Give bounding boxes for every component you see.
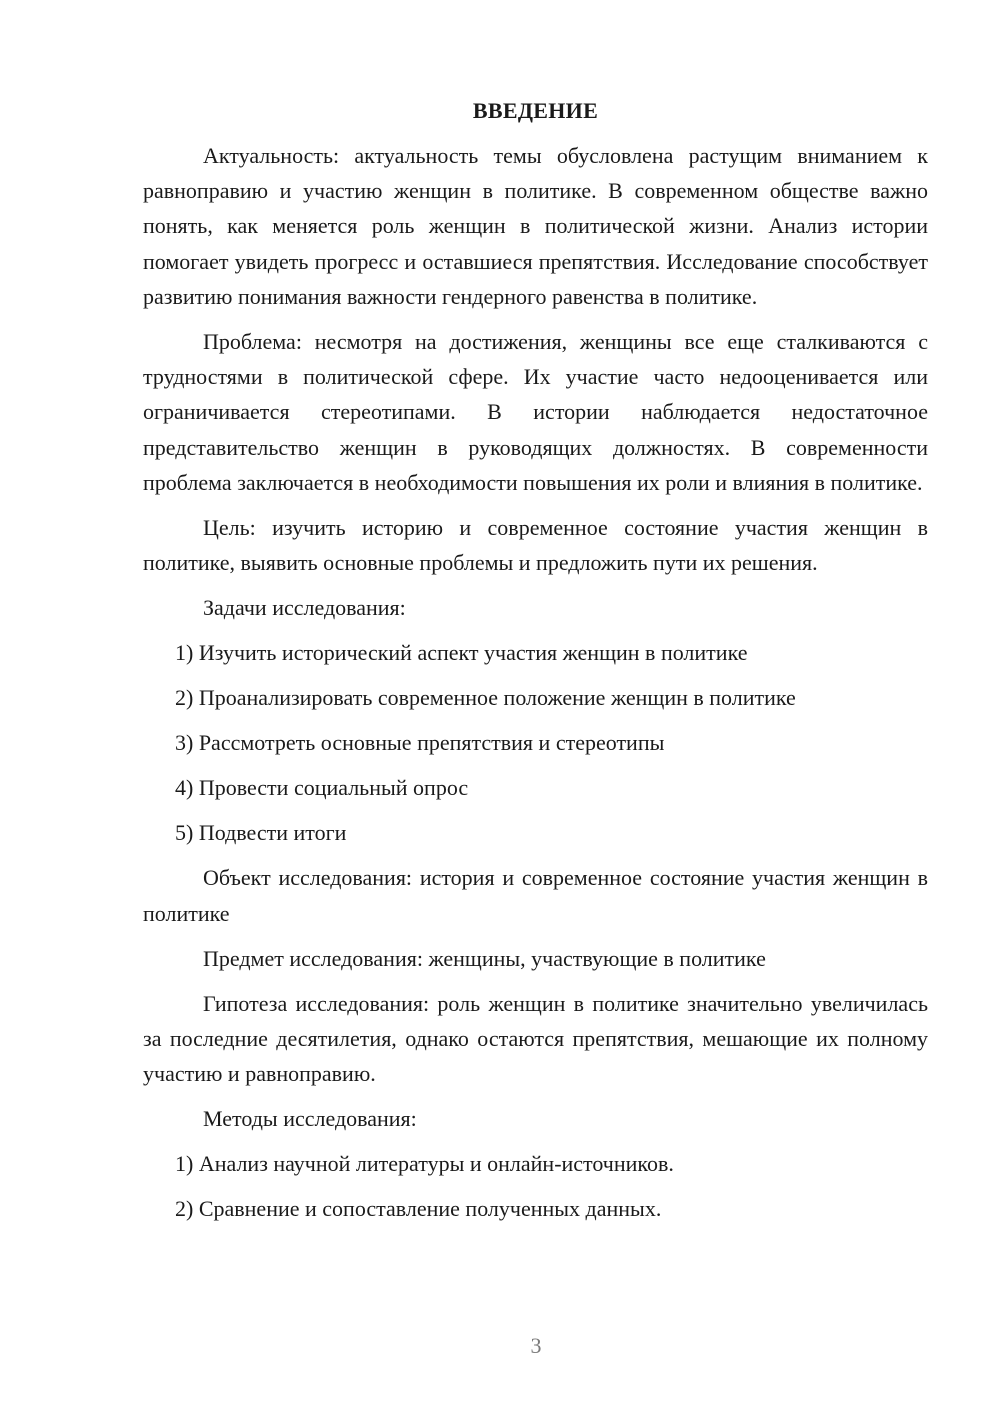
method-item: 2) Сравнение и сопоставление полученных данных. (175, 1196, 662, 1222)
section-heading: ВВЕДЕНИЕ (472, 98, 599, 123)
relevance-paragraph: Актуальность: актуальность темы обусловлена растущим вниманием к равноправию и участию женщин в политике. В современном обществе важно понять, как меняется роль женщин в политической жизни. Анализ истории помогает увидеть прогресс и оставшиеся препятствия. Исследование способствует развитию понимания важности гендерного равенства в политике. (143, 143, 928, 309)
task-item: 3) Рассмотреть основные препятствия и стереотипы (175, 730, 665, 756)
task-item: 2) Проанализировать современное положение женщин в политике (175, 685, 796, 711)
subject-line: Предмет исследования: женщины, участвующие в политике (203, 945, 766, 971)
hypothesis-paragraph: Гипотеза исследования: роль женщин в политике значительно увеличилась за последние десятилетия, однако остаются препятствия, мешающие их полному участию и равноправию. (143, 990, 928, 1087)
task-item: 4) Провести социальный опрос (175, 775, 469, 801)
page-content (143, 96, 928, 1236)
methods-title: Методы исследования: (203, 1106, 417, 1132)
tasks-title: Задачи исследования: (203, 595, 406, 621)
task-item: 1) Изучить исторический аспект участия женщин в политике (175, 640, 748, 666)
task-item: 5) Подвести итоги (175, 820, 347, 846)
object-paragraph: Объект исследования: история и современное состояние участия женщин в политике (143, 865, 928, 926)
problem-paragraph: Проблема: несмотря на достижения, женщины все еще сталкиваются с трудностями в политической сфере. Их участие часто недооценивается или ограничивается стереотипами. В истории наблюдается недостаточное представительство женщин в руководящих должностях. В современности проблема заключается в необходимости повышения их роли и влияния в политике. (143, 329, 928, 495)
goal-paragraph: Цель: изучить историю и современное состояние участия женщин в политике, выявить основные проблемы и предложить пути их решения. (143, 515, 928, 576)
method-item: 1) Анализ научной литературы и онлайн-источников. (175, 1151, 674, 1177)
page-number: 3 (530, 1333, 542, 1358)
